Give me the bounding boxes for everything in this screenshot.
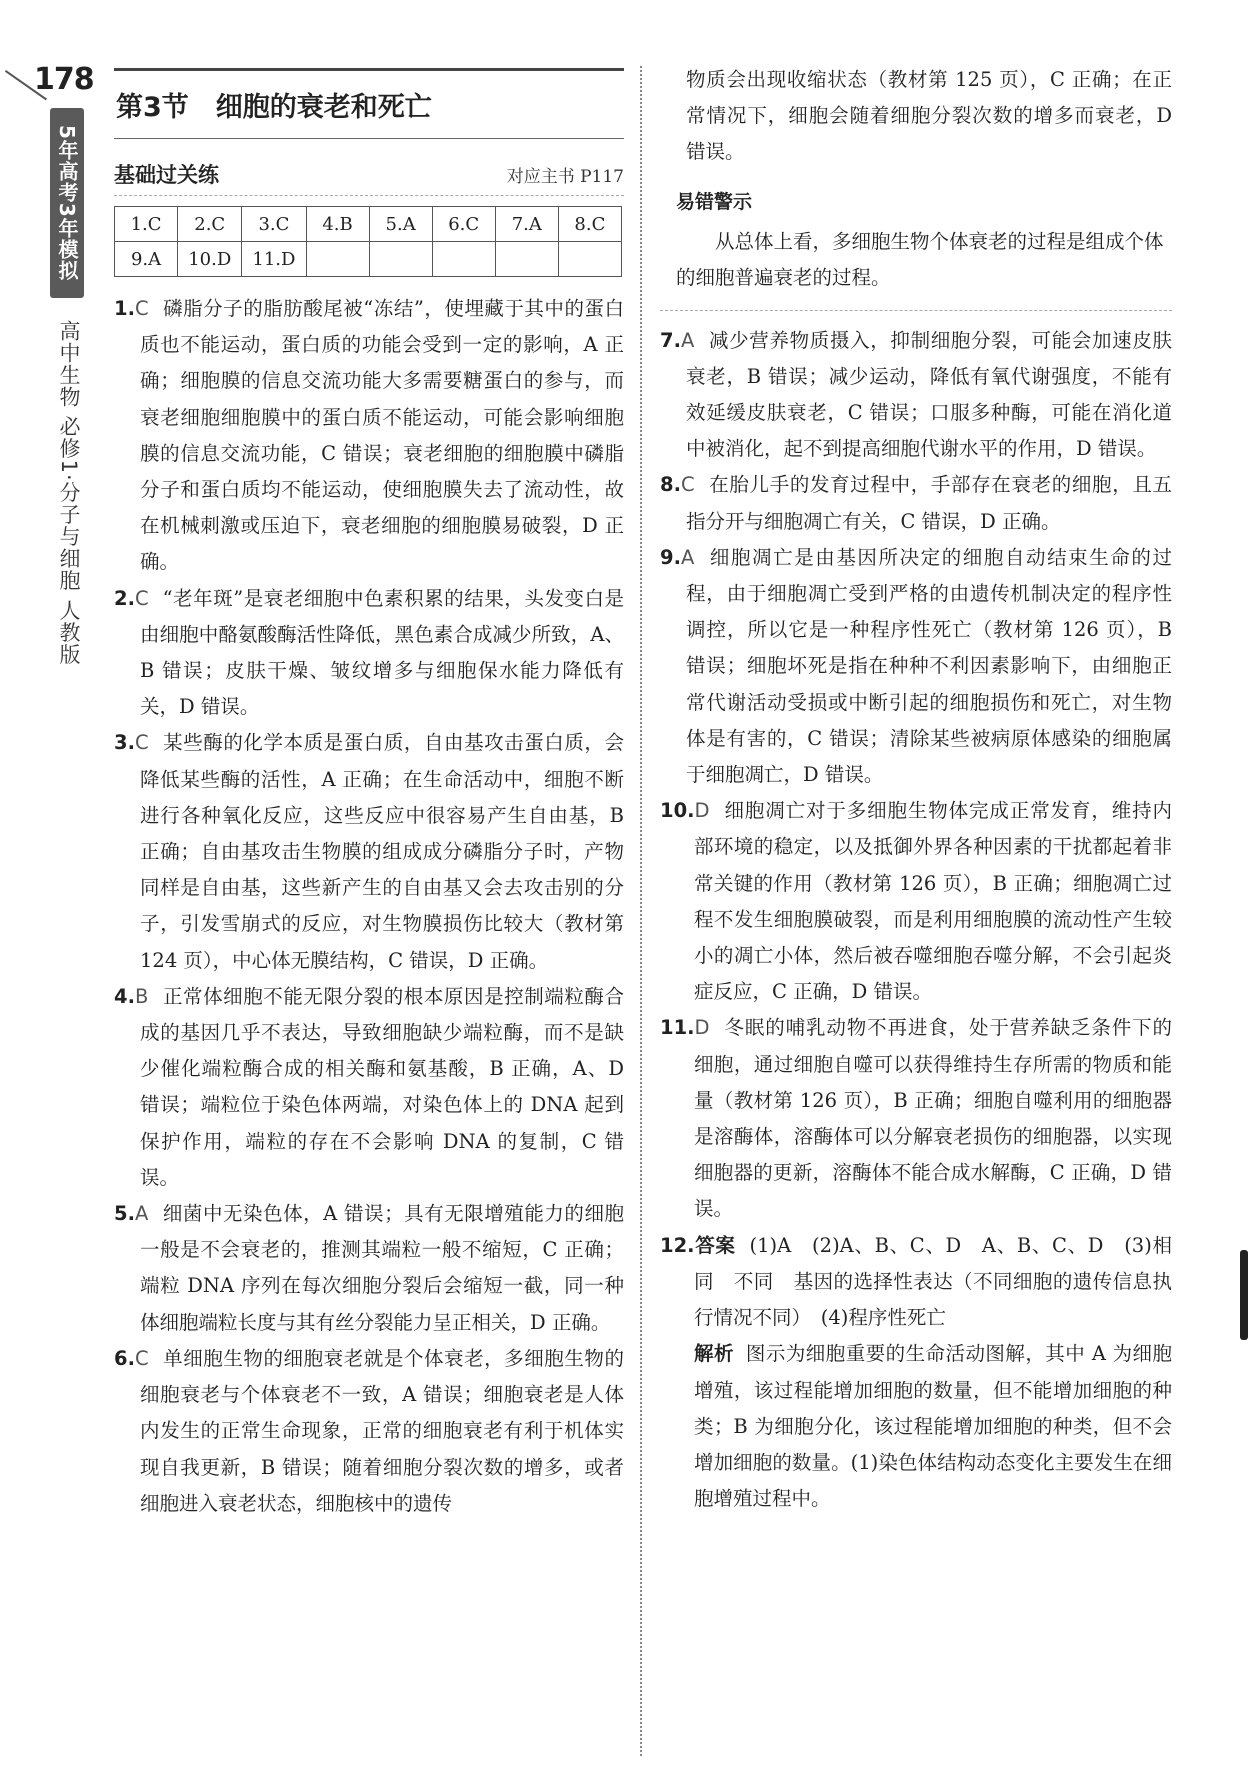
question-number: 11.	[660, 1016, 695, 1040]
explanation-item	[660, 540, 1172, 793]
answer-cell	[558, 242, 621, 277]
explanation-item	[114, 291, 624, 581]
question-answer: C	[680, 473, 695, 497]
warning-text: 从总体上看，多细胞生物个体衰老的过程是组成个体的细胞普遍衰老的过程。	[660, 224, 1172, 311]
question-answer: B	[134, 984, 149, 1008]
answer-cell: 1.C	[115, 207, 178, 242]
question-answer: C	[134, 1346, 149, 1370]
warning-title: 易错警示	[676, 190, 753, 213]
analysis	[660, 1336, 1172, 1517]
question-number: 1.	[114, 297, 135, 320]
explanation-text: 单细胞生物的细胞衰老就是个体衰老，多细胞生物的细胞衰老与个体衰老不一致，A 错误；细胞衰老是人体内发生的正常生命现象，正常的细胞衰老有利于机体实现自我更新，B 错误；随着细胞分裂次数的增多，或者细胞进入衰老状态，细胞核中的遗传	[140, 1346, 624, 1515]
question-answer: A	[680, 545, 695, 569]
question-answer: A	[134, 1202, 149, 1226]
explanation-item	[114, 581, 624, 726]
right-column	[660, 62, 1172, 1517]
answer-cell: 7.A	[495, 207, 558, 242]
analysis-text: 图示为细胞重要的生命活动图解，其中 A 为细胞增殖，该过程能增加细胞的数量，但不能增加细胞的种类；B 为细胞分化，该过程能增加细胞的种类，但不会增加细胞的数量。(1)染色体结构动态变化主要发生在细胞增殖过程中。	[694, 1342, 1172, 1511]
answer-cell: 4.B	[306, 207, 369, 242]
explanation-text: 细胞凋亡是由基因所决定的细胞自动结束生命的过程，由于细胞凋亡受到严格的由遗传机制决定的程序性调控，所以它是一种程序性死亡（教材第 126 页），B 错误；细胞坏死是指在种种不利因素影响下，由细胞正常代谢活动受损或中断引起的细胞损伤和死亡，对生物体是有害的，C 错误；清除某些被病原体感染的细胞属于细胞凋亡，D 错误。	[686, 545, 1172, 787]
explanation-item	[660, 1010, 1172, 1227]
answer-cell	[432, 242, 495, 277]
explanation-text: 磷脂分子的脂肪酸尾被“冻结”，使埋藏于其中的蛋白质也不能运动，蛋白质的功能会受到一定的影响，A 正确；细胞膜的信息交流功能大多需要糖蛋白的参与，而衰老细胞细胞膜中的蛋白质不能运动，可能会影响细胞膜的信息交流功能，C 错误；衰老细胞的细胞膜中磷脂分子和蛋白质均不能运动，使细胞膜失去了流动性，故在机械刺激或压迫下，衰老细胞的细胞膜易破裂，D 正确。	[140, 297, 624, 574]
column-divider	[640, 66, 642, 1756]
subsection-header	[114, 159, 624, 196]
explanation-item	[114, 725, 624, 978]
section-header	[114, 68, 624, 139]
answer-row	[115, 242, 622, 277]
answer-cell	[306, 242, 369, 277]
answer-label: 答案	[694, 1233, 736, 1257]
answer-text: (1)A (2)A、B、C、D A、B、C、D (3)相同 不同 基因的选择性表达（不同细胞的遗传信息执行情况不同） (4)程序性死亡	[694, 1233, 1172, 1330]
explanation-item	[660, 323, 1172, 468]
sidebar-book-info: 高中生物 必修1·分子与细胞 人教版	[57, 320, 81, 666]
page-number: 178	[34, 62, 94, 97]
question-12	[660, 1228, 1172, 1337]
question-number: 10.	[660, 799, 695, 823]
question-number: 9.	[660, 545, 681, 569]
brand-tab: 5年高考3年模拟	[50, 108, 84, 298]
answer-cell: 9.A	[115, 242, 178, 277]
question-answer: D	[694, 1016, 710, 1040]
continued-text: 物质会出现收缩状态（教材第 125 页），C 正确；在正常情况下，细胞会随着细胞分裂次数的增多而衰老，D 错误。	[686, 68, 1172, 164]
explanation-text: 细菌中无染色体，A 错误；具有无限增殖能力的细胞一般是不会衰老的，推测其端粒一般不缩短，C 正确；端粒 DNA 序列在每次细胞分裂后会缩短一截，同一种体细胞端粒长度与其有丝分裂能力呈正相关，D 正确。	[140, 1202, 624, 1334]
answer-cell: 3.C	[242, 207, 306, 242]
answer-row	[115, 207, 622, 242]
question-number: 2.	[114, 586, 135, 610]
explanation-text: 减少营养物质摄入，抑制细胞分裂，可能会加速皮肤衰老，B 错误；减少运动，降低有氧代谢强度，不能有效延缓皮肤衰老，C 错误；口服多种酶，可能在消化道中被消化，起不到提高细胞代谢水平的作用，D 错误。	[686, 328, 1172, 461]
explanation-item	[660, 793, 1172, 1010]
question-number: 3.	[114, 731, 135, 755]
question-number: 4.	[114, 984, 135, 1008]
answer-cell	[495, 242, 558, 277]
explanation-text: 在胎儿手的发育过程中，手部存在衰老的细胞，且五指分开与细胞凋亡有关，C 错误，D 正确。	[686, 473, 1172, 533]
explanation-text: 细胞凋亡对于多细胞生物体完成正常发育，维持内部环境的稳定，以及抵御外界各种因素的干扰都起着非常关键的作用（教材第 126 页），B 正确；细胞凋亡过程不发生细胞膜破裂，而是利用细胞膜的流动性产生较小的凋亡小体，然后被吞噬细胞吞噬分解，不会引起炎症反应，C 正确，D 错误。	[694, 799, 1172, 1004]
answer-cell	[369, 242, 432, 277]
explanation-text: 某些酶的化学本质是蛋白质，自由基攻击蛋白质，会降低某些酶的活性，A 正确；在生命活动中，细胞不断进行各种氧化反应，这些反应中很容易产生自由基，B 正确；自由基攻击生物膜的组成成分磷脂分子时，产物同样是自由基，这些新产生的自由基又会去攻击别的分子，引发雪崩式的反应，对生物膜损伤比较大（教材第 124 页），中心体无膜结构，C 错误，D 正确。	[140, 731, 624, 972]
question-answer: C	[134, 297, 149, 320]
question-number: 12.	[660, 1233, 695, 1257]
answer-cell: 11.D	[242, 242, 306, 277]
question-answer: D	[694, 799, 710, 823]
answer-cell: 10.D	[178, 242, 242, 277]
answer-table	[114, 206, 622, 277]
explanation-text: 正常体细胞不能无限分裂的根本原因是控制端粒酶合成的基因几乎不表达，导致细胞缺少端粒酶，而不是缺少催化端粒酶合成的相关酶和氨基酸，B 正确，A、D 错误；端粒位于染色体两端，对染色体上的 DNA 起到保护作用，端粒的存在不会影响 DNA 的复制，C 错误。	[140, 984, 624, 1189]
question-answer: C	[134, 586, 149, 610]
answer-cell: 2.C	[178, 207, 242, 242]
question-number: 5.	[114, 1202, 135, 1226]
subsection-reference: 对应主书 P117	[506, 167, 624, 187]
left-column	[114, 68, 624, 1522]
explanation-item	[114, 1341, 624, 1522]
explanation-text: “老年斑”是衰老细胞中色素积累的结果，头发变白是由细胞中酪氨酸酶活性降低，黑色素合成减少所致，A、B 错误；皮肤干燥、皱纹增多与细胞保水能力降低有关，D 错误。	[140, 586, 624, 719]
page-edge-mark	[1240, 1250, 1248, 1340]
explanation-item	[660, 467, 1172, 539]
answer-cell: 6.C	[432, 207, 495, 242]
explanation-text: 冬眠的哺乳动物不再进食，处于营养缺乏条件下的细胞，通过细胞自噬可以获得维持生存所需的物质和能量（教材第 126 页），B 正确；细胞自噬利用的细胞器是溶酶体，溶酶体可以分解衰老损伤的细胞器，以实现细胞器的更新，溶酶体不能合成水解酶，C 正确，D 错误。	[694, 1016, 1172, 1221]
answer-cell: 5.A	[369, 207, 432, 242]
explanation-item	[114, 1196, 624, 1341]
answer-cell: 8.C	[558, 207, 621, 242]
explanation-item	[114, 979, 624, 1196]
question-number: 8.	[660, 473, 681, 497]
question-answer: A	[680, 328, 695, 352]
question-number: 6.	[114, 1346, 135, 1370]
analysis-label: 解析	[694, 1342, 734, 1366]
question-answer: C	[134, 731, 149, 755]
subsection-title: 基础过关练	[114, 163, 219, 187]
section-title: 第3节 细胞的衰老和死亡	[116, 92, 432, 123]
question-number: 7.	[660, 328, 681, 352]
